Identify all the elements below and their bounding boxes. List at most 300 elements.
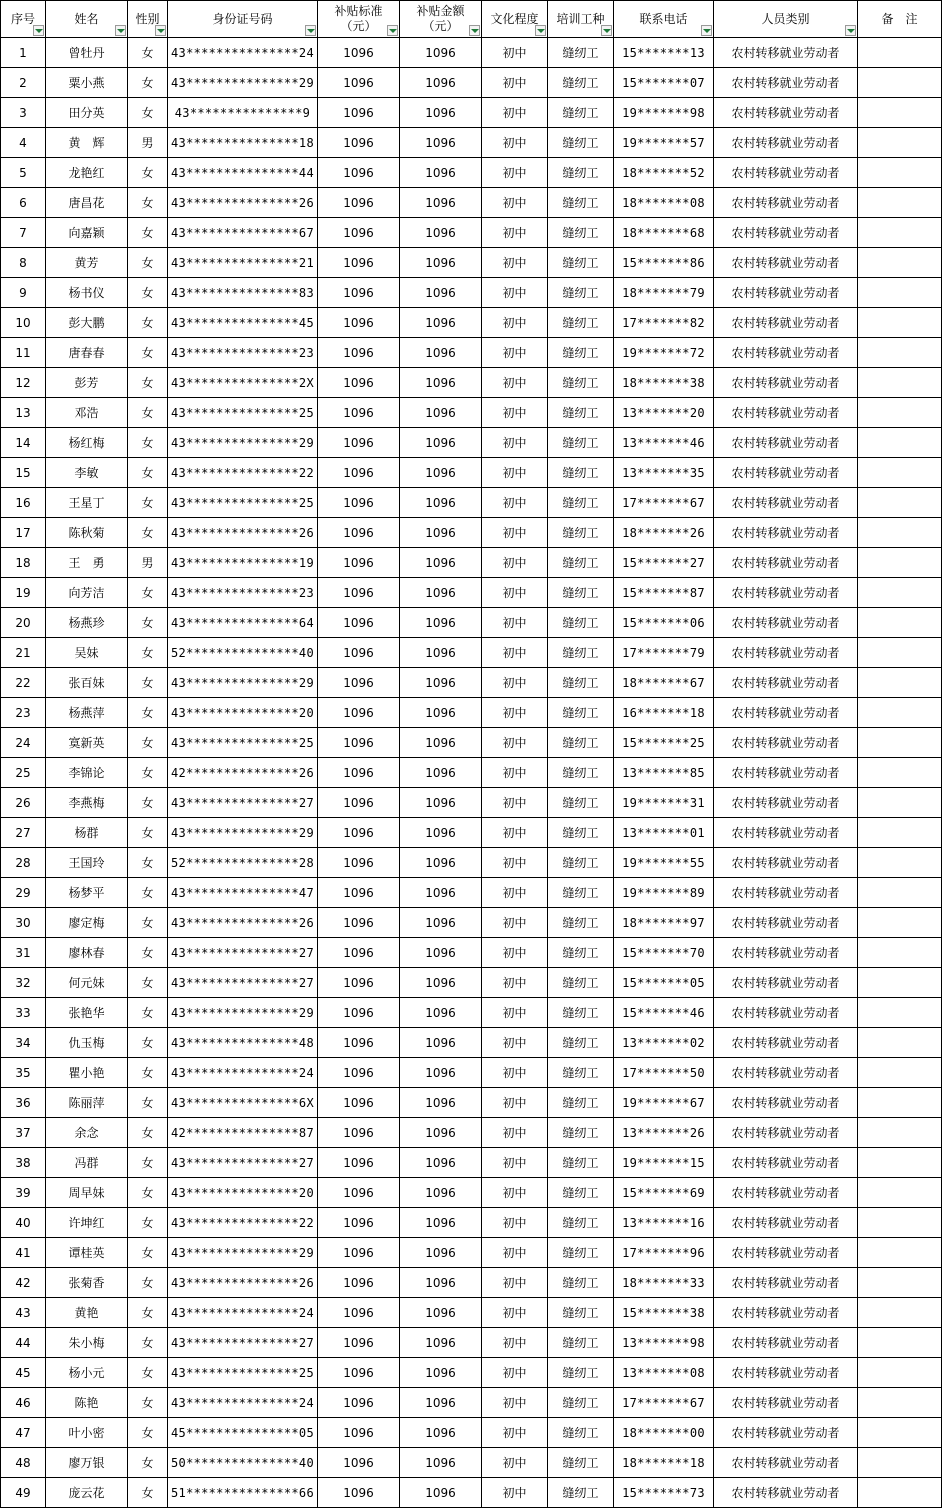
cell-education[interactable]: 初中 bbox=[482, 728, 548, 758]
cell-name[interactable]: 杨书仪 bbox=[46, 278, 128, 308]
cell-person-category[interactable]: 农村转移就业劳动者 bbox=[714, 428, 858, 458]
cell-subsidy-amount[interactable]: 1096 bbox=[400, 338, 482, 368]
cell-subsidy-standard[interactable]: 1096 bbox=[318, 968, 400, 998]
cell-remarks[interactable] bbox=[858, 128, 942, 158]
cell-index[interactable]: 14 bbox=[1, 428, 46, 458]
cell-training-trade[interactable]: 缝纫工 bbox=[548, 308, 614, 338]
cell-id-number[interactable]: 43***************29 bbox=[168, 1238, 318, 1268]
cell-phone[interactable]: 18*******52 bbox=[614, 158, 714, 188]
cell-phone[interactable]: 15*******46 bbox=[614, 998, 714, 1028]
cell-subsidy-amount[interactable]: 1096 bbox=[400, 1208, 482, 1238]
cell-remarks[interactable] bbox=[858, 1328, 942, 1358]
cell-subsidy-amount[interactable]: 1096 bbox=[400, 548, 482, 578]
cell-remarks[interactable] bbox=[858, 1208, 942, 1238]
cell-subsidy-standard[interactable]: 1096 bbox=[318, 38, 400, 68]
cell-id-number[interactable]: 43***************24 bbox=[168, 1388, 318, 1418]
cell-name[interactable]: 李敏 bbox=[46, 458, 128, 488]
cell-subsidy-amount[interactable]: 1096 bbox=[400, 308, 482, 338]
cell-education[interactable]: 初中 bbox=[482, 1208, 548, 1238]
cell-name[interactable]: 瞿小艳 bbox=[46, 1058, 128, 1088]
cell-subsidy-standard[interactable]: 1096 bbox=[318, 668, 400, 698]
cell-subsidy-standard[interactable]: 1096 bbox=[318, 1388, 400, 1418]
cell-education[interactable]: 初中 bbox=[482, 908, 548, 938]
cell-subsidy-amount[interactable]: 1096 bbox=[400, 1478, 482, 1508]
cell-gender[interactable]: 女 bbox=[128, 278, 168, 308]
cell-gender[interactable]: 女 bbox=[128, 1028, 168, 1058]
cell-gender[interactable]: 女 bbox=[128, 758, 168, 788]
cell-name[interactable]: 冯群 bbox=[46, 1148, 128, 1178]
cell-training-trade[interactable]: 缝纫工 bbox=[548, 1118, 614, 1148]
cell-training-trade[interactable]: 缝纫工 bbox=[548, 1478, 614, 1508]
cell-subsidy-amount[interactable]: 1096 bbox=[400, 728, 482, 758]
cell-phone[interactable]: 19*******31 bbox=[614, 788, 714, 818]
cell-phone[interactable]: 13*******01 bbox=[614, 818, 714, 848]
cell-remarks[interactable] bbox=[858, 908, 942, 938]
cell-id-number[interactable]: 43***************26 bbox=[168, 908, 318, 938]
cell-education[interactable]: 初中 bbox=[482, 1118, 548, 1148]
cell-index[interactable]: 49 bbox=[1, 1478, 46, 1508]
cell-subsidy-standard[interactable]: 1096 bbox=[318, 578, 400, 608]
cell-subsidy-standard[interactable]: 1096 bbox=[318, 308, 400, 338]
cell-training-trade[interactable]: 缝纫工 bbox=[548, 1328, 614, 1358]
cell-name[interactable]: 唐昌花 bbox=[46, 188, 128, 218]
cell-person-category[interactable]: 农村转移就业劳动者 bbox=[714, 1208, 858, 1238]
cell-gender[interactable]: 女 bbox=[128, 1418, 168, 1448]
cell-phone[interactable]: 18*******08 bbox=[614, 188, 714, 218]
cell-subsidy-standard[interactable]: 1096 bbox=[318, 728, 400, 758]
cell-person-category[interactable]: 农村转移就业劳动者 bbox=[714, 278, 858, 308]
cell-training-trade[interactable]: 缝纫工 bbox=[548, 278, 614, 308]
cell-name[interactable]: 王 勇 bbox=[46, 548, 128, 578]
cell-remarks[interactable] bbox=[858, 368, 942, 398]
cell-subsidy-standard[interactable]: 1096 bbox=[318, 1028, 400, 1058]
cell-name[interactable]: 杨群 bbox=[46, 818, 128, 848]
cell-subsidy-standard[interactable]: 1096 bbox=[318, 368, 400, 398]
cell-person-category[interactable]: 农村转移就业劳动者 bbox=[714, 998, 858, 1028]
cell-gender[interactable]: 男 bbox=[128, 128, 168, 158]
cell-remarks[interactable] bbox=[858, 878, 942, 908]
cell-name[interactable]: 杨小元 bbox=[46, 1358, 128, 1388]
cell-phone[interactable]: 18*******97 bbox=[614, 908, 714, 938]
cell-name[interactable]: 张艳华 bbox=[46, 998, 128, 1028]
cell-education[interactable]: 初中 bbox=[482, 1268, 548, 1298]
cell-person-category[interactable]: 农村转移就业劳动者 bbox=[714, 728, 858, 758]
cell-person-category[interactable]: 农村转移就业劳动者 bbox=[714, 758, 858, 788]
cell-training-trade[interactable]: 缝纫工 bbox=[548, 1088, 614, 1118]
cell-name[interactable]: 黄艳 bbox=[46, 1298, 128, 1328]
cell-education[interactable]: 初中 bbox=[482, 218, 548, 248]
cell-gender[interactable]: 女 bbox=[128, 368, 168, 398]
cell-id-number[interactable]: 43***************23 bbox=[168, 578, 318, 608]
cell-name[interactable]: 廖万银 bbox=[46, 1448, 128, 1478]
cell-education[interactable]: 初中 bbox=[482, 878, 548, 908]
cell-person-category[interactable]: 农村转移就业劳动者 bbox=[714, 548, 858, 578]
cell-training-trade[interactable]: 缝纫工 bbox=[548, 998, 614, 1028]
cell-name[interactable]: 唐春春 bbox=[46, 338, 128, 368]
cell-remarks[interactable] bbox=[858, 278, 942, 308]
cell-name[interactable]: 邓浩 bbox=[46, 398, 128, 428]
cell-gender[interactable]: 女 bbox=[128, 728, 168, 758]
cell-subsidy-standard[interactable]: 1096 bbox=[318, 1118, 400, 1148]
cell-phone[interactable]: 18*******67 bbox=[614, 668, 714, 698]
cell-education[interactable]: 初中 bbox=[482, 248, 548, 278]
cell-training-trade[interactable]: 缝纫工 bbox=[548, 488, 614, 518]
cell-person-category[interactable]: 农村转移就业劳动者 bbox=[714, 1328, 858, 1358]
cell-gender[interactable]: 女 bbox=[128, 98, 168, 128]
cell-id-number[interactable]: 43***************27 bbox=[168, 968, 318, 998]
cell-subsidy-amount[interactable]: 1096 bbox=[400, 578, 482, 608]
cell-gender[interactable]: 女 bbox=[128, 668, 168, 698]
cell-remarks[interactable] bbox=[858, 398, 942, 428]
cell-person-category[interactable]: 农村转移就业劳动者 bbox=[714, 488, 858, 518]
cell-index[interactable]: 29 bbox=[1, 878, 46, 908]
cell-subsidy-standard[interactable]: 1096 bbox=[318, 278, 400, 308]
cell-phone[interactable]: 17*******67 bbox=[614, 488, 714, 518]
cell-education[interactable]: 初中 bbox=[482, 158, 548, 188]
cell-gender[interactable]: 女 bbox=[128, 698, 168, 728]
cell-remarks[interactable] bbox=[858, 1178, 942, 1208]
cell-gender[interactable]: 女 bbox=[128, 638, 168, 668]
cell-person-category[interactable]: 农村转移就业劳动者 bbox=[714, 908, 858, 938]
cell-index[interactable]: 44 bbox=[1, 1328, 46, 1358]
cell-subsidy-amount[interactable]: 1096 bbox=[400, 428, 482, 458]
cell-gender[interactable]: 女 bbox=[128, 218, 168, 248]
cell-id-number[interactable]: 43***************6X bbox=[168, 1088, 318, 1118]
cell-subsidy-standard[interactable]: 1096 bbox=[318, 1088, 400, 1118]
cell-index[interactable]: 45 bbox=[1, 1358, 46, 1388]
cell-person-category[interactable]: 农村转移就业劳动者 bbox=[714, 1148, 858, 1178]
cell-index[interactable]: 30 bbox=[1, 908, 46, 938]
cell-phone[interactable]: 17*******50 bbox=[614, 1058, 714, 1088]
cell-remarks[interactable] bbox=[858, 668, 942, 698]
cell-phone[interactable]: 19*******67 bbox=[614, 1088, 714, 1118]
cell-id-number[interactable]: 43***************27 bbox=[168, 938, 318, 968]
cell-phone[interactable]: 15*******86 bbox=[614, 248, 714, 278]
cell-remarks[interactable] bbox=[858, 938, 942, 968]
cell-gender[interactable]: 女 bbox=[128, 1148, 168, 1178]
cell-subsidy-amount[interactable]: 1096 bbox=[400, 818, 482, 848]
cell-name[interactable]: 田分英 bbox=[46, 98, 128, 128]
cell-id-number[interactable]: 43***************25 bbox=[168, 398, 318, 428]
cell-index[interactable]: 7 bbox=[1, 218, 46, 248]
cell-phone[interactable]: 15*******87 bbox=[614, 578, 714, 608]
cell-subsidy-standard[interactable]: 1096 bbox=[318, 938, 400, 968]
cell-training-trade[interactable]: 缝纫工 bbox=[548, 608, 614, 638]
cell-name[interactable]: 杨燕萍 bbox=[46, 698, 128, 728]
cell-education[interactable]: 初中 bbox=[482, 518, 548, 548]
cell-index[interactable]: 39 bbox=[1, 1178, 46, 1208]
cell-education[interactable]: 初中 bbox=[482, 458, 548, 488]
cell-index[interactable]: 22 bbox=[1, 668, 46, 698]
cell-subsidy-standard[interactable]: 1096 bbox=[318, 98, 400, 128]
cell-id-number[interactable]: 43***************29 bbox=[168, 428, 318, 458]
cell-subsidy-amount[interactable]: 1096 bbox=[400, 968, 482, 998]
cell-person-category[interactable]: 农村转移就业劳动者 bbox=[714, 608, 858, 638]
cell-subsidy-standard[interactable]: 1096 bbox=[318, 1208, 400, 1238]
cell-subsidy-standard[interactable]: 1096 bbox=[318, 518, 400, 548]
cell-index[interactable]: 5 bbox=[1, 158, 46, 188]
cell-training-trade[interactable]: 缝纫工 bbox=[548, 1028, 614, 1058]
cell-gender[interactable]: 女 bbox=[128, 1328, 168, 1358]
cell-gender[interactable]: 女 bbox=[128, 338, 168, 368]
cell-subsidy-amount[interactable]: 1096 bbox=[400, 938, 482, 968]
filter-dropdown-icon[interactable] bbox=[155, 25, 166, 36]
cell-index[interactable]: 4 bbox=[1, 128, 46, 158]
filter-dropdown-icon[interactable] bbox=[387, 25, 398, 36]
cell-subsidy-amount[interactable]: 1096 bbox=[400, 1358, 482, 1388]
cell-index[interactable]: 17 bbox=[1, 518, 46, 548]
cell-remarks[interactable] bbox=[858, 158, 942, 188]
cell-training-trade[interactable]: 缝纫工 bbox=[548, 1388, 614, 1418]
cell-person-category[interactable]: 农村转移就业劳动者 bbox=[714, 878, 858, 908]
cell-id-number[interactable]: 43***************18 bbox=[168, 128, 318, 158]
cell-subsidy-standard[interactable]: 1096 bbox=[318, 1478, 400, 1508]
cell-gender[interactable]: 女 bbox=[128, 908, 168, 938]
cell-person-category[interactable]: 农村转移就业劳动者 bbox=[714, 188, 858, 218]
cell-remarks[interactable] bbox=[858, 428, 942, 458]
cell-index[interactable]: 46 bbox=[1, 1388, 46, 1418]
cell-subsidy-amount[interactable]: 1096 bbox=[400, 1448, 482, 1478]
cell-subsidy-standard[interactable]: 1096 bbox=[318, 638, 400, 668]
cell-subsidy-amount[interactable]: 1096 bbox=[400, 998, 482, 1028]
cell-name[interactable]: 彭芳 bbox=[46, 368, 128, 398]
cell-education[interactable]: 初中 bbox=[482, 1298, 548, 1328]
cell-subsidy-standard[interactable]: 1096 bbox=[318, 488, 400, 518]
cell-person-category[interactable]: 农村转移就业劳动者 bbox=[714, 398, 858, 428]
cell-subsidy-amount[interactable]: 1096 bbox=[400, 848, 482, 878]
cell-id-number[interactable]: 43***************27 bbox=[168, 788, 318, 818]
cell-subsidy-standard[interactable]: 1096 bbox=[318, 248, 400, 278]
cell-gender[interactable]: 女 bbox=[128, 1298, 168, 1328]
cell-name[interactable]: 陈艳 bbox=[46, 1388, 128, 1418]
cell-gender[interactable]: 女 bbox=[128, 248, 168, 278]
cell-subsidy-amount[interactable]: 1096 bbox=[400, 248, 482, 278]
cell-education[interactable]: 初中 bbox=[482, 698, 548, 728]
cell-subsidy-amount[interactable]: 1096 bbox=[400, 1118, 482, 1148]
cell-subsidy-amount[interactable]: 1096 bbox=[400, 278, 482, 308]
cell-subsidy-standard[interactable]: 1096 bbox=[318, 818, 400, 848]
cell-name[interactable]: 余念 bbox=[46, 1118, 128, 1148]
filter-dropdown-icon[interactable] bbox=[469, 25, 480, 36]
cell-person-category[interactable]: 农村转移就业劳动者 bbox=[714, 1058, 858, 1088]
cell-subsidy-amount[interactable]: 1096 bbox=[400, 1088, 482, 1118]
cell-index[interactable]: 13 bbox=[1, 398, 46, 428]
cell-gender[interactable]: 女 bbox=[128, 848, 168, 878]
cell-name[interactable]: 庞云花 bbox=[46, 1478, 128, 1508]
cell-id-number[interactable]: 43***************47 bbox=[168, 878, 318, 908]
cell-name[interactable]: 陈秋菊 bbox=[46, 518, 128, 548]
cell-id-number[interactable]: 45***************05 bbox=[168, 1418, 318, 1448]
cell-subsidy-amount[interactable]: 1096 bbox=[400, 398, 482, 428]
cell-remarks[interactable] bbox=[858, 1268, 942, 1298]
cell-index[interactable]: 48 bbox=[1, 1448, 46, 1478]
cell-name[interactable]: 廖林春 bbox=[46, 938, 128, 968]
cell-education[interactable]: 初中 bbox=[482, 758, 548, 788]
cell-training-trade[interactable]: 缝纫工 bbox=[548, 968, 614, 998]
cell-subsidy-amount[interactable]: 1096 bbox=[400, 668, 482, 698]
cell-subsidy-amount[interactable]: 1096 bbox=[400, 1058, 482, 1088]
cell-training-trade[interactable]: 缝纫工 bbox=[548, 428, 614, 458]
cell-id-number[interactable]: 51***************66 bbox=[168, 1478, 318, 1508]
cell-index[interactable]: 2 bbox=[1, 68, 46, 98]
cell-phone[interactable]: 19*******15 bbox=[614, 1148, 714, 1178]
cell-subsidy-amount[interactable]: 1096 bbox=[400, 758, 482, 788]
cell-person-category[interactable]: 农村转移就业劳动者 bbox=[714, 68, 858, 98]
cell-name[interactable]: 廖定梅 bbox=[46, 908, 128, 938]
cell-remarks[interactable] bbox=[858, 188, 942, 218]
cell-id-number[interactable]: 43***************27 bbox=[168, 1328, 318, 1358]
cell-training-trade[interactable]: 缝纫工 bbox=[548, 38, 614, 68]
cell-education[interactable]: 初中 bbox=[482, 548, 548, 578]
cell-subsidy-amount[interactable]: 1096 bbox=[400, 218, 482, 248]
cell-training-trade[interactable]: 缝纫工 bbox=[548, 908, 614, 938]
cell-index[interactable]: 35 bbox=[1, 1058, 46, 1088]
cell-phone[interactable]: 17*******96 bbox=[614, 1238, 714, 1268]
cell-education[interactable]: 初中 bbox=[482, 668, 548, 698]
cell-index[interactable]: 9 bbox=[1, 278, 46, 308]
cell-remarks[interactable] bbox=[858, 1118, 942, 1148]
filter-dropdown-icon[interactable] bbox=[601, 25, 612, 36]
cell-education[interactable]: 初中 bbox=[482, 368, 548, 398]
cell-phone[interactable]: 19*******72 bbox=[614, 338, 714, 368]
cell-training-trade[interactable]: 缝纫工 bbox=[548, 1178, 614, 1208]
cell-phone[interactable]: 18*******18 bbox=[614, 1448, 714, 1478]
cell-education[interactable]: 初中 bbox=[482, 1388, 548, 1418]
cell-index[interactable]: 1 bbox=[1, 38, 46, 68]
cell-subsidy-standard[interactable]: 1096 bbox=[318, 698, 400, 728]
cell-remarks[interactable] bbox=[858, 518, 942, 548]
cell-phone[interactable]: 15*******05 bbox=[614, 968, 714, 998]
cell-gender[interactable]: 女 bbox=[128, 818, 168, 848]
cell-phone[interactable]: 15*******73 bbox=[614, 1478, 714, 1508]
cell-training-trade[interactable]: 缝纫工 bbox=[548, 758, 614, 788]
cell-index[interactable]: 12 bbox=[1, 368, 46, 398]
cell-person-category[interactable]: 农村转移就业劳动者 bbox=[714, 1388, 858, 1418]
cell-gender[interactable]: 女 bbox=[128, 68, 168, 98]
cell-education[interactable]: 初中 bbox=[482, 848, 548, 878]
cell-education[interactable]: 初中 bbox=[482, 1028, 548, 1058]
cell-name[interactable]: 谭桂英 bbox=[46, 1238, 128, 1268]
filter-dropdown-icon[interactable] bbox=[845, 25, 856, 36]
cell-training-trade[interactable]: 缝纫工 bbox=[548, 788, 614, 818]
cell-education[interactable]: 初中 bbox=[482, 1148, 548, 1178]
cell-training-trade[interactable]: 缝纫工 bbox=[548, 1298, 614, 1328]
cell-id-number[interactable]: 43***************24 bbox=[168, 1298, 318, 1328]
cell-gender[interactable]: 女 bbox=[128, 938, 168, 968]
cell-education[interactable]: 初中 bbox=[482, 638, 548, 668]
cell-gender[interactable]: 女 bbox=[128, 308, 168, 338]
cell-remarks[interactable] bbox=[858, 1148, 942, 1178]
cell-subsidy-amount[interactable]: 1096 bbox=[400, 488, 482, 518]
cell-index[interactable]: 21 bbox=[1, 638, 46, 668]
cell-phone[interactable]: 13*******02 bbox=[614, 1028, 714, 1058]
cell-phone[interactable]: 17*******67 bbox=[614, 1388, 714, 1418]
cell-person-category[interactable]: 农村转移就业劳动者 bbox=[714, 458, 858, 488]
cell-phone[interactable]: 18*******68 bbox=[614, 218, 714, 248]
cell-subsidy-amount[interactable]: 1096 bbox=[400, 458, 482, 488]
cell-subsidy-standard[interactable]: 1096 bbox=[318, 128, 400, 158]
cell-phone[interactable]: 15*******38 bbox=[614, 1298, 714, 1328]
cell-phone[interactable]: 15*******25 bbox=[614, 728, 714, 758]
cell-phone[interactable]: 15*******07 bbox=[614, 68, 714, 98]
cell-phone[interactable]: 18*******79 bbox=[614, 278, 714, 308]
cell-index[interactable]: 18 bbox=[1, 548, 46, 578]
cell-gender[interactable]: 女 bbox=[128, 1058, 168, 1088]
cell-gender[interactable]: 女 bbox=[128, 1178, 168, 1208]
cell-gender[interactable]: 女 bbox=[128, 998, 168, 1028]
cell-gender[interactable]: 女 bbox=[128, 428, 168, 458]
cell-phone[interactable]: 15*******27 bbox=[614, 548, 714, 578]
cell-subsidy-amount[interactable]: 1096 bbox=[400, 1178, 482, 1208]
cell-training-trade[interactable]: 缝纫工 bbox=[548, 1238, 614, 1268]
cell-remarks[interactable] bbox=[858, 1358, 942, 1388]
cell-person-category[interactable]: 农村转移就业劳动者 bbox=[714, 1358, 858, 1388]
cell-education[interactable]: 初中 bbox=[482, 68, 548, 98]
cell-index[interactable]: 41 bbox=[1, 1238, 46, 1268]
cell-remarks[interactable] bbox=[858, 788, 942, 818]
cell-index[interactable]: 34 bbox=[1, 1028, 46, 1058]
cell-education[interactable]: 初中 bbox=[482, 1058, 548, 1088]
cell-person-category[interactable]: 农村转移就业劳动者 bbox=[714, 1268, 858, 1298]
cell-education[interactable]: 初中 bbox=[482, 1448, 548, 1478]
cell-gender[interactable]: 女 bbox=[128, 1118, 168, 1148]
cell-id-number[interactable]: 43***************25 bbox=[168, 728, 318, 758]
cell-phone[interactable]: 15*******69 bbox=[614, 1178, 714, 1208]
cell-subsidy-amount[interactable]: 1096 bbox=[400, 608, 482, 638]
cell-training-trade[interactable]: 缝纫工 bbox=[548, 668, 614, 698]
cell-index[interactable]: 32 bbox=[1, 968, 46, 998]
cell-training-trade[interactable]: 缝纫工 bbox=[548, 1358, 614, 1388]
cell-training-trade[interactable]: 缝纫工 bbox=[548, 368, 614, 398]
cell-id-number[interactable]: 43***************24 bbox=[168, 38, 318, 68]
cell-index[interactable]: 25 bbox=[1, 758, 46, 788]
cell-training-trade[interactable]: 缝纫工 bbox=[548, 68, 614, 98]
cell-subsidy-amount[interactable]: 1096 bbox=[400, 368, 482, 398]
cell-name[interactable]: 张百妹 bbox=[46, 668, 128, 698]
cell-education[interactable]: 初中 bbox=[482, 338, 548, 368]
cell-name[interactable]: 向芳洁 bbox=[46, 578, 128, 608]
cell-person-category[interactable]: 农村转移就业劳动者 bbox=[714, 788, 858, 818]
cell-education[interactable]: 初中 bbox=[482, 968, 548, 998]
cell-id-number[interactable]: 43***************29 bbox=[168, 818, 318, 848]
cell-education[interactable]: 初中 bbox=[482, 1328, 548, 1358]
cell-remarks[interactable] bbox=[858, 1028, 942, 1058]
cell-name[interactable]: 杨梦平 bbox=[46, 878, 128, 908]
cell-person-category[interactable]: 农村转移就业劳动者 bbox=[714, 578, 858, 608]
cell-subsidy-standard[interactable]: 1096 bbox=[318, 338, 400, 368]
cell-id-number[interactable]: 52***************28 bbox=[168, 848, 318, 878]
cell-phone[interactable]: 13*******26 bbox=[614, 1118, 714, 1148]
cell-gender[interactable]: 女 bbox=[128, 1208, 168, 1238]
cell-remarks[interactable] bbox=[858, 818, 942, 848]
cell-index[interactable]: 6 bbox=[1, 188, 46, 218]
cell-person-category[interactable]: 农村转移就业劳动者 bbox=[714, 308, 858, 338]
cell-person-category[interactable]: 农村转移就业劳动者 bbox=[714, 38, 858, 68]
cell-index[interactable]: 33 bbox=[1, 998, 46, 1028]
cell-subsidy-standard[interactable]: 1096 bbox=[318, 68, 400, 98]
cell-training-trade[interactable]: 缝纫工 bbox=[548, 518, 614, 548]
cell-subsidy-amount[interactable]: 1096 bbox=[400, 1418, 482, 1448]
filter-dropdown-icon[interactable] bbox=[535, 25, 546, 36]
cell-subsidy-amount[interactable]: 1096 bbox=[400, 158, 482, 188]
cell-training-trade[interactable]: 缝纫工 bbox=[548, 878, 614, 908]
cell-education[interactable]: 初中 bbox=[482, 488, 548, 518]
cell-education[interactable]: 初中 bbox=[482, 788, 548, 818]
cell-id-number[interactable]: 43***************26 bbox=[168, 1268, 318, 1298]
cell-training-trade[interactable]: 缝纫工 bbox=[548, 458, 614, 488]
cell-index[interactable]: 27 bbox=[1, 818, 46, 848]
cell-education[interactable]: 初中 bbox=[482, 938, 548, 968]
